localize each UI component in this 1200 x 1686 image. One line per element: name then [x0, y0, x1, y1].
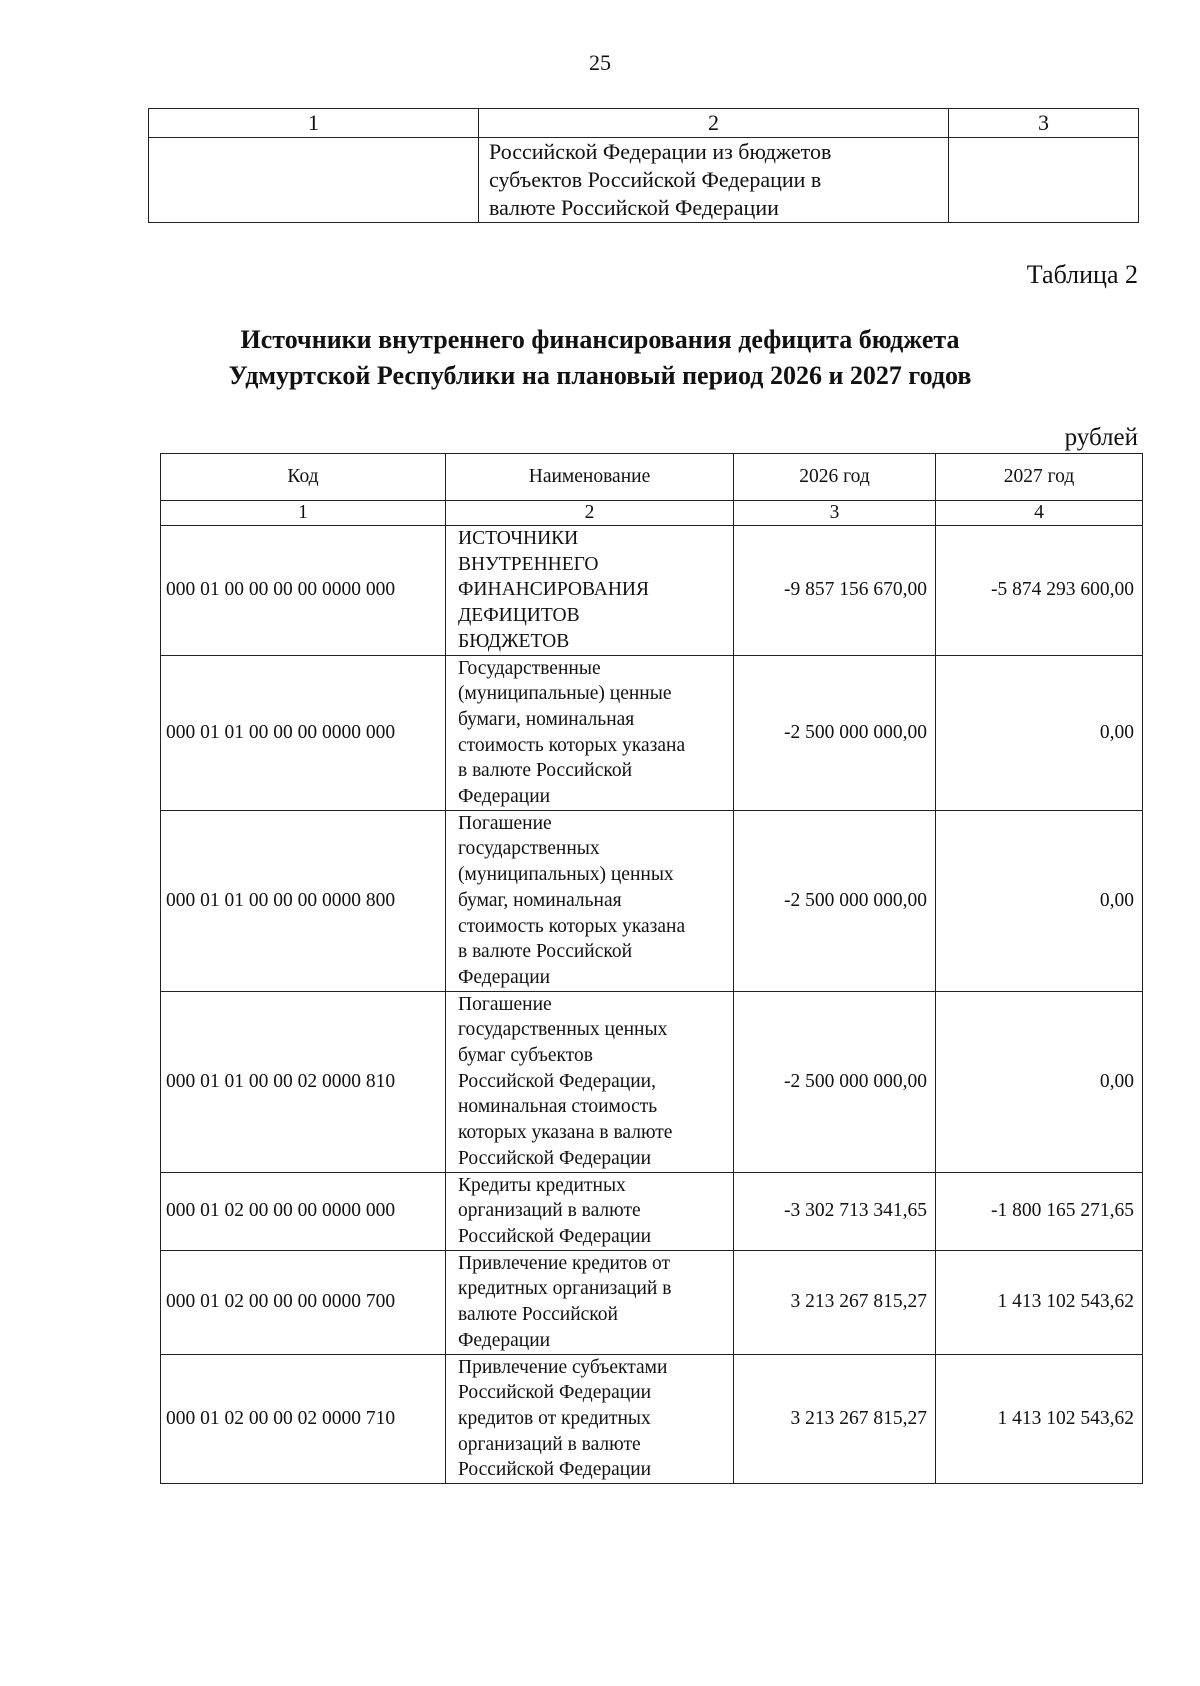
- column-number-2: 2: [479, 109, 949, 138]
- name-line: стоимость которых указана: [458, 915, 686, 937]
- name-cell: [446, 655, 734, 810]
- name-line: Российской Федерации: [458, 1459, 652, 1481]
- name-line: Федерации: [458, 786, 551, 808]
- name-line: валюте Российской: [458, 1304, 618, 1326]
- column-header-row: [161, 454, 1143, 501]
- value-cell: [949, 138, 1139, 223]
- header-2027: 2027 год: [936, 454, 1143, 501]
- unit-label: рублей: [1064, 424, 1138, 451]
- name-line: Российской Федерации: [458, 1382, 652, 1404]
- name-line: Федерации: [458, 1329, 551, 1351]
- name-cell: [446, 810, 734, 991]
- name-line: (муниципальные) ценные: [458, 683, 672, 705]
- name-cell: [479, 138, 949, 223]
- name-cell: [446, 1172, 734, 1250]
- value-2026-cell: -2 500 000 000,00: [734, 655, 936, 810]
- name-line: субъектов Российской Федерации в: [489, 167, 822, 192]
- name-line: Погашение: [458, 993, 552, 1015]
- code-cell: [149, 138, 479, 223]
- code-cell: 000 01 02 00 00 00 0000 000: [161, 1172, 446, 1250]
- name-line: Привлечение кредитов от: [458, 1252, 671, 1274]
- header-name: Наименование: [446, 454, 734, 501]
- code-cell: 000 01 01 00 00 02 0000 810: [161, 991, 446, 1172]
- name-cell: [446, 1250, 734, 1354]
- page-number: 25: [589, 50, 611, 75]
- name-line: кредитов от кредитных: [458, 1407, 651, 1429]
- value-2027-cell: 0,00: [936, 991, 1143, 1172]
- name-line: бумаг, номинальная: [458, 889, 622, 911]
- name-line: ИСТОЧНИКИ: [458, 528, 579, 549]
- column-number-3: 3: [734, 501, 936, 526]
- value-2027-cell: 1 413 102 543,62: [936, 1354, 1143, 1484]
- continuation-header-row: [149, 109, 1139, 138]
- name-line: (муниципальных) ценных: [458, 864, 674, 886]
- header-code: Код: [161, 454, 446, 501]
- value-2026-cell: -3 302 713 341,65: [734, 1172, 936, 1250]
- name-line: ФИНАНСИРОВАНИЯ: [458, 579, 650, 601]
- code-cell: 000 01 01 00 00 00 0000 800: [161, 810, 446, 991]
- table-label: Таблица 2: [1026, 260, 1138, 289]
- value-2027-cell: -1 800 165 271,65: [936, 1172, 1143, 1250]
- sources-table: [160, 453, 1143, 1484]
- name-line: организаций в валюте: [458, 1200, 641, 1222]
- value-2026-cell: -2 500 000 000,00: [734, 991, 936, 1172]
- code-cell: 000 01 02 00 00 02 0000 710: [161, 1354, 446, 1484]
- value-2026-cell: -9 857 156 670,00: [734, 526, 936, 656]
- name-cell: [446, 991, 734, 1172]
- header-2026: 2026 год: [734, 454, 936, 501]
- column-number-2: 2: [446, 501, 734, 526]
- table-row: [161, 1250, 1143, 1354]
- name-line: в валюте Российской: [458, 941, 633, 963]
- name-line: Российской Федерации: [458, 1225, 652, 1247]
- name-line: бумаг субъектов: [458, 1045, 593, 1067]
- table-row: [161, 526, 1143, 656]
- value-2027-cell: 0,00: [936, 810, 1143, 991]
- name-line: бумаги, номинальная: [458, 708, 635, 730]
- name-line: организаций в валюте: [458, 1433, 641, 1455]
- name-line: БЮДЖЕТОВ: [458, 630, 570, 652]
- value-2026-cell: 3 213 267 815,27: [734, 1250, 936, 1354]
- name-line: государственных: [458, 838, 600, 860]
- table-row: [161, 1354, 1143, 1484]
- column-number-4: 4: [936, 501, 1143, 526]
- name-line: государственных ценных: [458, 1019, 668, 1041]
- page-title: [0, 322, 1200, 394]
- column-number-1: 1: [149, 109, 479, 138]
- table-row: [161, 1172, 1143, 1250]
- title-line: Удмуртской Республики на плановый период 2026 и 2027 годов: [228, 361, 972, 390]
- name-line: Федерации: [458, 966, 551, 988]
- name-line: Государственные: [458, 657, 601, 679]
- name-line: кредитных организаций в: [458, 1278, 672, 1300]
- table-body: [161, 526, 1143, 1484]
- table-row: [149, 138, 1139, 223]
- table-row: [161, 655, 1143, 810]
- name-cell: [446, 526, 734, 656]
- name-line: в валюте Российской: [458, 760, 633, 782]
- name-line: Кредиты кредитных: [458, 1174, 626, 1196]
- column-number-1: 1: [161, 501, 446, 526]
- value-2027-cell: 0,00: [936, 655, 1143, 810]
- value-2027-cell: -5 874 293 600,00: [936, 526, 1143, 656]
- name-line: Погашение: [458, 812, 552, 834]
- value-2027-cell: 1 413 102 543,62: [936, 1250, 1143, 1354]
- column-number-3: 3: [949, 109, 1139, 138]
- name-line: ВНУТРЕННЕГО: [458, 553, 599, 575]
- name-line: Российской Федерации из бюджетов: [489, 139, 832, 164]
- code-cell: 000 01 02 00 00 00 0000 700: [161, 1250, 446, 1354]
- title-line: Источники внутреннего финансирования дефицита бюджета: [240, 325, 960, 354]
- table-row: [161, 810, 1143, 991]
- name-line: стоимость которых указана: [458, 734, 686, 756]
- table-row: [161, 991, 1143, 1172]
- continuation-table: [148, 108, 1139, 223]
- name-line: Привлечение субъектами: [458, 1356, 668, 1378]
- code-cell: 000 01 00 00 00 00 0000 000: [161, 526, 446, 656]
- name-line: номинальная стоимость: [458, 1096, 658, 1118]
- name-line: валюте Российской Федерации: [489, 195, 779, 220]
- name-line: ДЕФИЦИТОВ: [458, 605, 580, 627]
- name-cell: [446, 1354, 734, 1484]
- value-2026-cell: 3 213 267 815,27: [734, 1354, 936, 1484]
- code-cell: 000 01 01 00 00 00 0000 000: [161, 655, 446, 810]
- column-number-row: [161, 501, 1143, 526]
- name-line: Российской Федерации: [458, 1147, 652, 1169]
- value-2026-cell: -2 500 000 000,00: [734, 810, 936, 991]
- name-line: которых указана в валюте: [458, 1122, 673, 1144]
- name-line: Российской Федерации,: [458, 1070, 656, 1092]
